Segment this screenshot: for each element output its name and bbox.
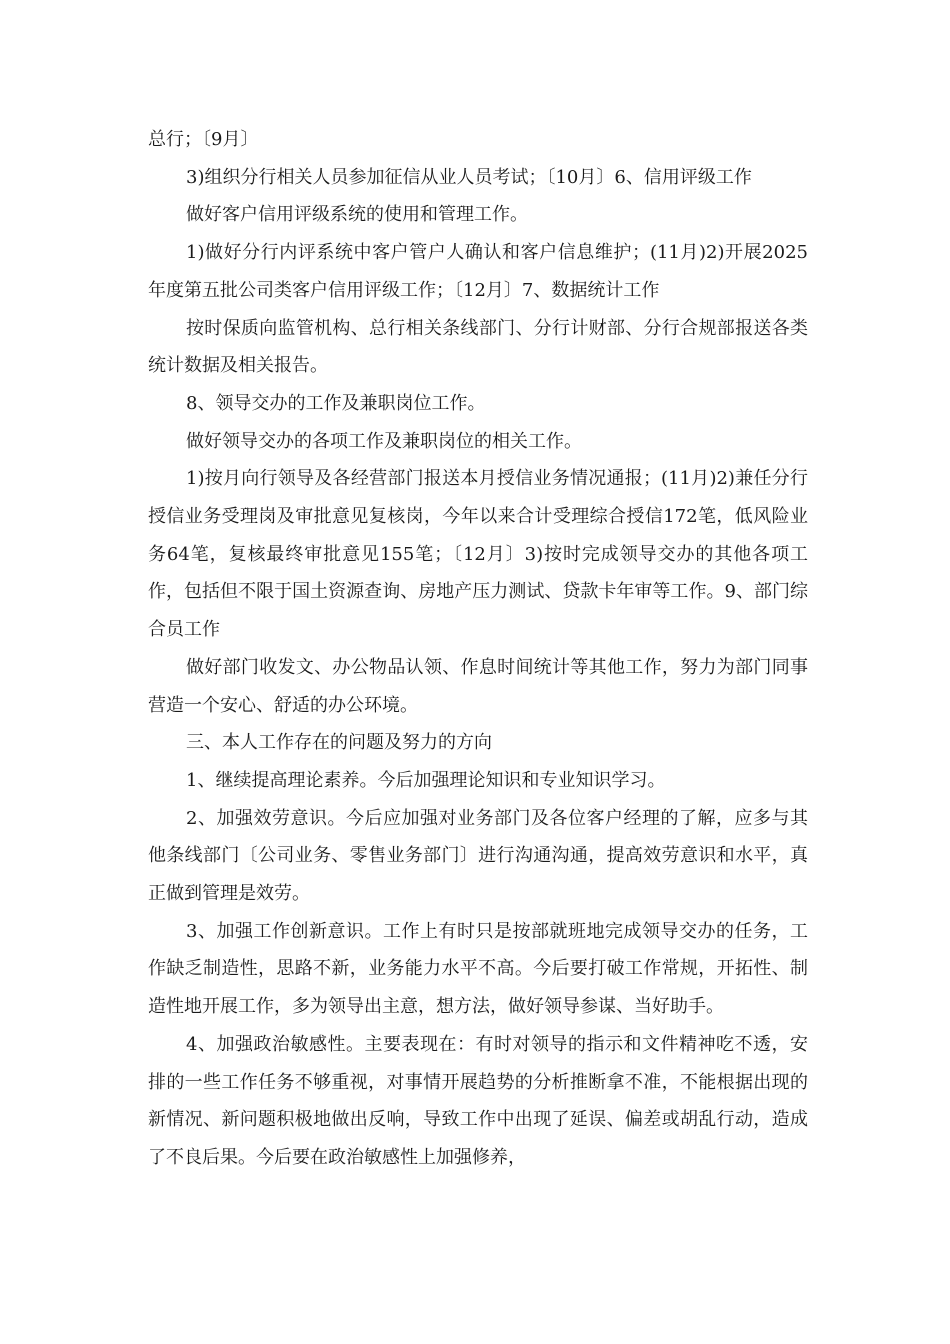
section-heading: 三、本人工作存在的问题及努力的方向 <box>186 732 492 754</box>
paragraph: 做好部门收发文、办公物品认领、作息时间统计等其他工作，努力为部门同事营造一个安心、舒适的办公环境。 <box>148 656 808 716</box>
paragraph: 1)做好分行内评系统中客户管户人确认和客户信息维护；(11月)2)开展2025年度第五批公司类客户信用评级工作；〔12月〕7、数据统计工作 <box>148 242 808 301</box>
paragraph: 1、继续提高理论素养。今后加强理论知识和专业知识学习。 <box>186 769 666 791</box>
document-body <box>148 121 808 1177</box>
paragraph: 2、加强效劳意识。今后应加强对业务部门及各位客户经理的了解，应多与其他条线部门〔公司业务、零售业务部门〕进行沟通沟通，提高效劳意识和水平，真正做到管理是效劳。 <box>148 807 808 905</box>
paragraph: 3、加强工作创新意识。工作上有时只是按部就班地完成领导交办的任务，工作缺乏制造性，思路不新，业务能力水平不高。今后要打破工作常规，开拓性、制造性地开展工作，多为领导出主意，想方法，做好领导参谋、当好助手。 <box>148 920 808 1018</box>
paragraph: 按时保质向监管机构、总行相关条线部门、分行计财部、分行合规部报送各类统计数据及相关报告。 <box>148 317 808 377</box>
paragraph: 总行；〔9月〕 <box>148 129 259 150</box>
paragraph: 3)组织分行相关人员参加征信从业人员考试；〔10月〕6、信用评级工作 <box>186 166 752 188</box>
paragraph: 做好领导交办的各项工作及兼职岗位的相关工作。 <box>186 430 582 452</box>
paragraph: 8、领导交办的工作及兼职岗位工作。 <box>186 392 486 414</box>
paragraph: 1)按月向行领导及各经营部门报送本月授信业务情况通报；(11月)2)兼任分行授信业务受理岗及审批意见复核岗，今年以来合计受理综合授信172笔，低风险业务64笔，复核最终审批意见155笔；〔12月〕3)按时完成领导交办的其他各项工作，包括但不限于国土资源查询、房地产压力测试、贷款卡年审等工作。9、部门综合员工作 <box>148 468 808 641</box>
paragraph: 做好客户信用评级系统的使用和管理工作。 <box>186 204 528 226</box>
paragraph: 4、加强政治敏感性。主要表现在：有时对领导的指示和文件精神吃不透，安排的一些工作任务不够重视，对事情开展趋势的分析推断拿不准，不能根据出现的新情况、新问题积极地做出反响，导致工作中出现了延误、偏差或胡乱行动，造成了不良后果。今后要在政治敏感性上加强修养， <box>148 1033 808 1168</box>
